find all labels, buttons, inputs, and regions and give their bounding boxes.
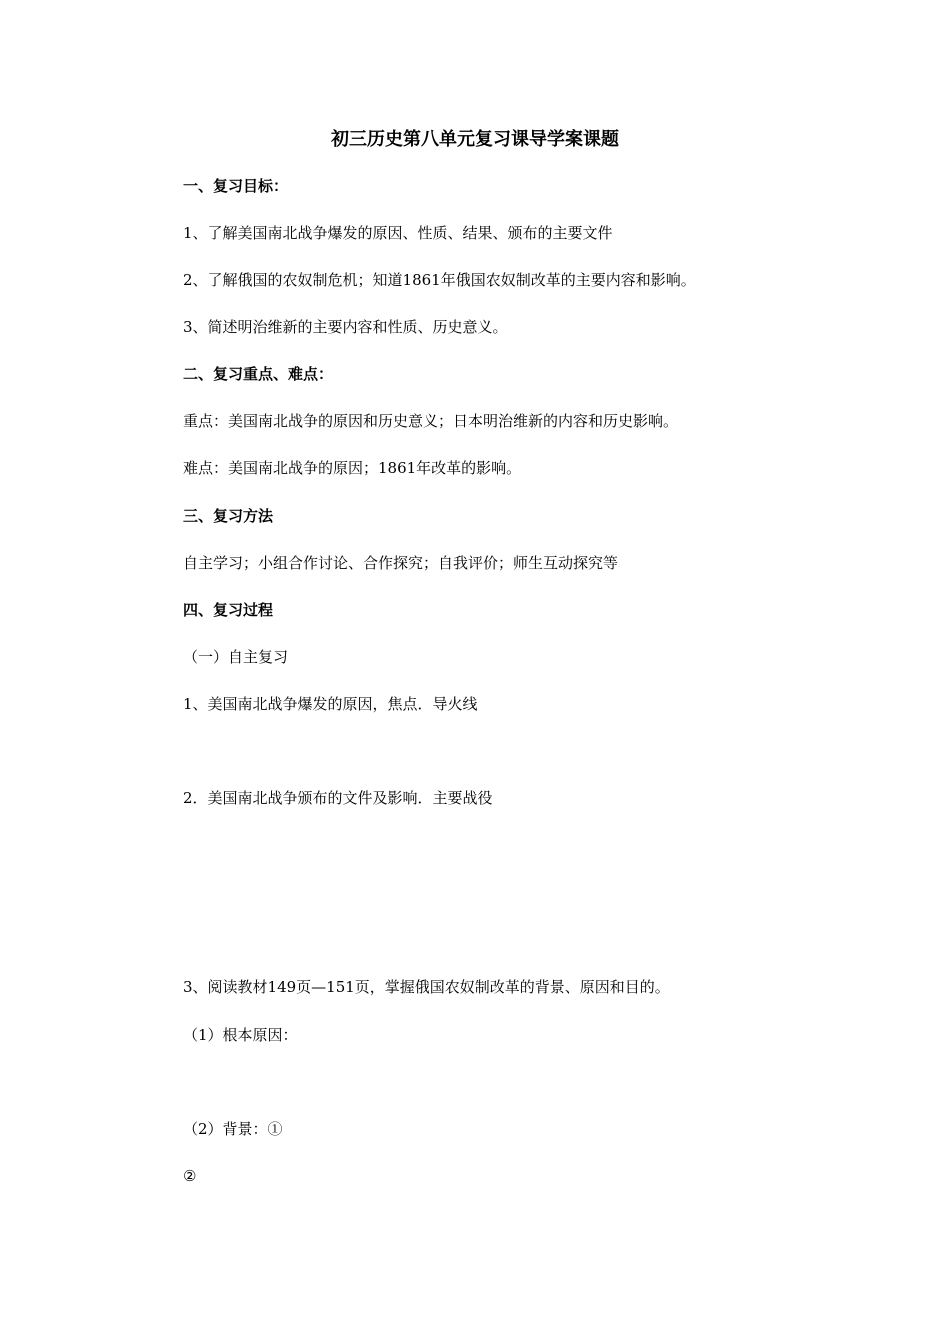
question-3-part-2: （2）背景：①: [183, 1120, 283, 1138]
process-heading: 四、复习过程: [183, 601, 274, 619]
key-points-heading: 二、复习重点、难点：: [183, 365, 334, 383]
goal-item-3: 3、简述明治维新的主要内容和性质、历史意义。: [183, 318, 508, 336]
question-2: 2．美国南北战争颁布的文件及影响．主要战役: [183, 789, 493, 807]
difficulty-text: 难点：美国南北战争的原因；1861年改革的影响。: [183, 459, 522, 477]
goals-heading: 一、复习目标：: [183, 177, 289, 195]
process-subheading: （一）自主复习: [183, 648, 289, 666]
focus-text: 重点：美国南北战争的原因和历史意义；日本明治维新的内容和历史影响。: [183, 412, 679, 430]
goal-item-2: 2、了解俄国的农奴制危机；知道1861年俄国农奴制改革的主要内容和影响。: [183, 271, 696, 289]
document-title: 初三历史第八单元复习课导学案课题: [331, 129, 619, 150]
question-1: 1、美国南北战争爆发的原因，焦点．导火线: [183, 695, 478, 713]
question-3-part-1: （1）根本原因：: [183, 1026, 298, 1044]
question-3: 3、阅读教材149页—151页，掌握俄国农奴制改革的背景、原因和目的。: [183, 978, 670, 996]
method-text: 自主学习；小组合作讨论、合作探究；自我评价；师生互动探究等: [183, 554, 619, 572]
question-3-part-2-item-2: ②: [183, 1167, 197, 1185]
method-heading: 三、复习方法: [183, 507, 274, 525]
goal-item-1: 1、了解美国南北战争爆发的原因、性质、结果、颁布的主要文件: [183, 224, 613, 242]
